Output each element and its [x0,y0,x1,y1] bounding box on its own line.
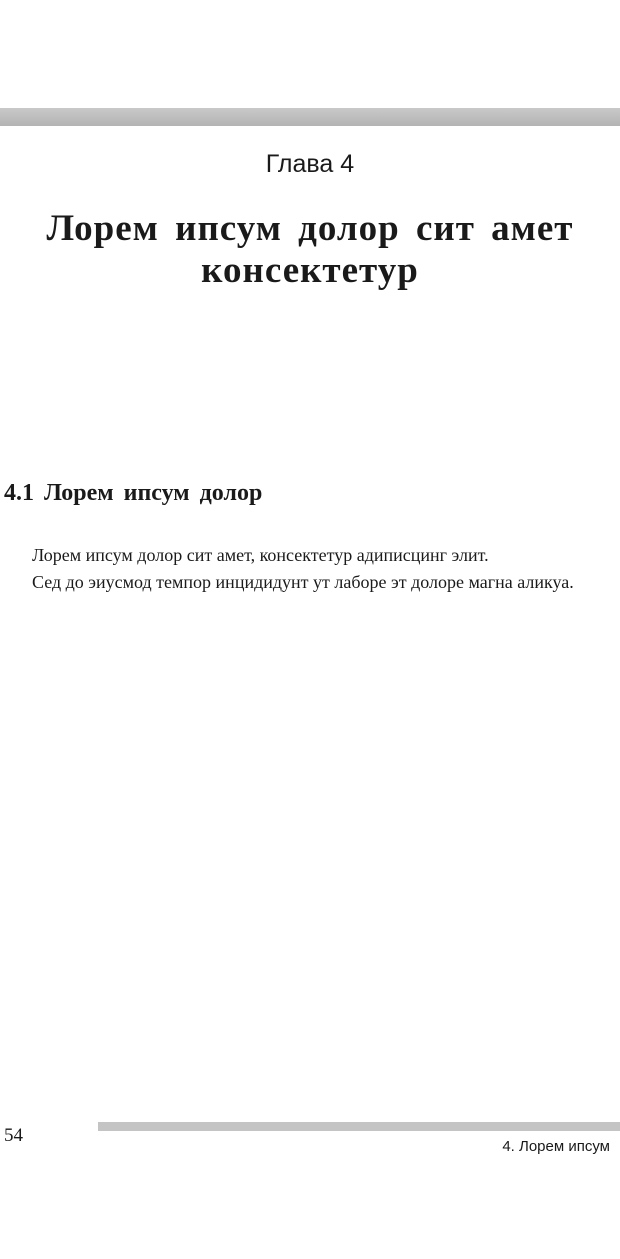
top-rule [0,108,620,126]
chapter-label: Глава 4 [265,150,355,178]
bottom-rule [98,1122,620,1131]
paragraph: Лорем ипсум долор сит амет, консектетур адиписцинг элит. [32,545,489,565]
paragraph: Сед до эиусмод темпор инцидидунт ут лаборе эт долоре магна аликуа. [32,571,574,592]
body-text [4,542,614,595]
chapter-title: Лорем ипсум долор сит амет консектетур [46,208,574,291]
running-head: 4. Лорем ипсум [502,1138,610,1155]
page-number: 54 [4,1125,23,1146]
section-heading: 4.1 Лорем ипсум долор [4,480,263,506]
